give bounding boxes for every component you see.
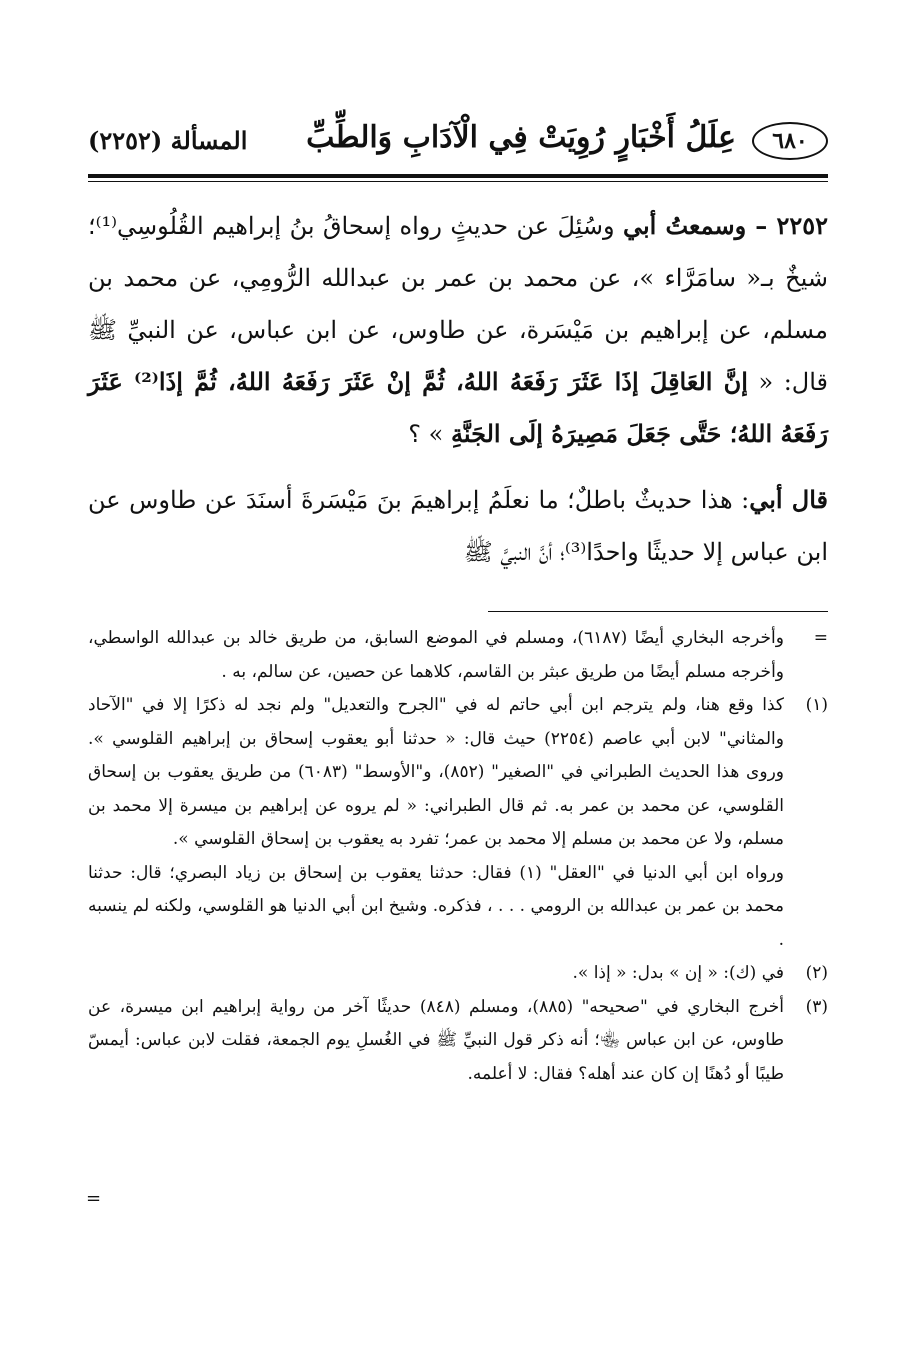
issue-number-lead: ٢٢٥٢ – وسمعتُ أبي: [622, 211, 828, 240]
footnote-text: في (ك): « إن » بدل: « إذا ».: [572, 963, 784, 983]
page-number: ٦٨٠: [752, 122, 828, 160]
footnote-continuation: [88, 622, 828, 689]
footnote-text: وأخرجه البخاري أيضًا (٦١٨٧)، ومسلم في الموضع السابق، من طريق خالد بن عبدالله الواسطي، وأخرجه مسلم أيضًا من طريق عبثر بن القاسم، كلاهما عن حصين، عن سالم، به .: [88, 628, 784, 682]
paragraph-abi: [88, 474, 828, 578]
footnote-text: أخرج البخاري في "صحيحه" (٨٨٥)، ومسلم (٨٤٨) حديثًا آخر من رواية إبراهيم ابن ميسرة، عن طاوس، عن ابن عباس ﵄؛ أنه ذكر قول النبيِّ ﷺ في الغُسلِ يوم الجمعة، فقلت لابن عباس: أيمسّ طيبًا أو دُهنًا إن كان عند أهله؟ فقال: لا أعلمه.: [88, 996, 784, 1084]
running-header: [88, 118, 828, 168]
main-text: [88, 200, 828, 578]
paragraph-2252: [88, 200, 828, 460]
paragraph-end: » ؟: [408, 420, 451, 448]
footnote-marker: (١): [805, 695, 828, 715]
footnote-1: [88, 689, 828, 957]
footnote-2: [88, 957, 828, 991]
book-title: عِلَلُ أَخْبَارٍ رُوِيَتْ فِي الْآدَابِ وَالطِّبِّ: [306, 120, 736, 155]
footnotes: [88, 622, 828, 1091]
speaker-lead: قال أبي: [749, 485, 828, 514]
paragraph-text: : هذا حديثٌ باطلٌ؛ ما نعلَمُ إبراهيمَ بنَ مَيْسَرةَ أسنَدَ عن طاوس عن ابن عباس إلا حديثًا واحدًا⁽³⁾؛ أنَّ النبيَّ ﷺ: [88, 486, 828, 566]
footnote-marker: (٢): [805, 963, 828, 983]
hadith-text: إنَّ العَاقِلَ إذَا عَثَرَ رَفَعَهُ اللهُ، ثُمَّ إنْ عَثَرَ رَفَعَهُ اللهُ، ثُمَّ إذَا⁽²⁾ عَثَرَ رَفَعَهُ اللهُ؛ حَتَّى جَعَلَ مَصِيرَهُ إلَى الجَنَّةِ: [88, 367, 828, 448]
issue-label: المسألة (٢٢٥٢): [88, 126, 248, 155]
header-rule: [88, 174, 828, 178]
continuation-marker: =: [86, 1188, 102, 1209]
footnote-text-continued: ورواه ابن أبي الدنيا في "العقل" (١) فقال: حدثنا يعقوب بن إسحاق بن زياد البصري؛ قال: حدثنا محمد بن عمر بن عبدالله بن الرومي . . . ، فذكره. وشيخ ابن أبي الدنيا هو القلوسي، ولكنه لم ينسبه .: [88, 862, 784, 950]
paragraph-text: وسُئِلَ عن حديثٍ رواه إسحاقُ بنُ إبراهيم القُلُوسِي⁽¹⁾؛ شيخٌ بـ« سامَرَّاء »، عن محمد بن عمر بن عبدالله الرُّومِي، عن محمد بن مسلم، عن إبراهيم بن مَيْسَرة، عن طاوس، عن ابن عباس، عن النبيِّ ﷺ قال: «: [88, 212, 828, 396]
footnote-3: [88, 991, 828, 1092]
header-rule-thin: [88, 181, 828, 182]
footnote-separator: [488, 611, 828, 612]
footnote-text: كذا وقع هنا، ولم يترجم ابن أبي حاتم له في "الجرح والتعديل" ولم نجد له ذكرًا إلا في "الآحاد والمثاني" لابن أبي عاصم (٢٢٥٤) حيث قال: « حدثنا أبو يعقوب إسحاق بن إبراهيم القلوسي ». وروى هذا الحديث الطبراني في "الصغير" (٨٥٢)، و"الأوسط" (٦٠٨٣) من طريق يعقوب بن إسحاق القلوسي، عن محمد بن عمر به. ثم قال الطبراني: « لم يروه عن إبراهيم بن ميسرة إلا محمد بن مسلم، ولا عن محمد بن مسلم إلا محمد بن عمر؛ تفرد به يعقوب بن إسحاق القلوسي ».: [88, 695, 784, 849]
footnote-marker: =: [813, 628, 828, 648]
footnote-marker: (٣): [805, 996, 828, 1017]
